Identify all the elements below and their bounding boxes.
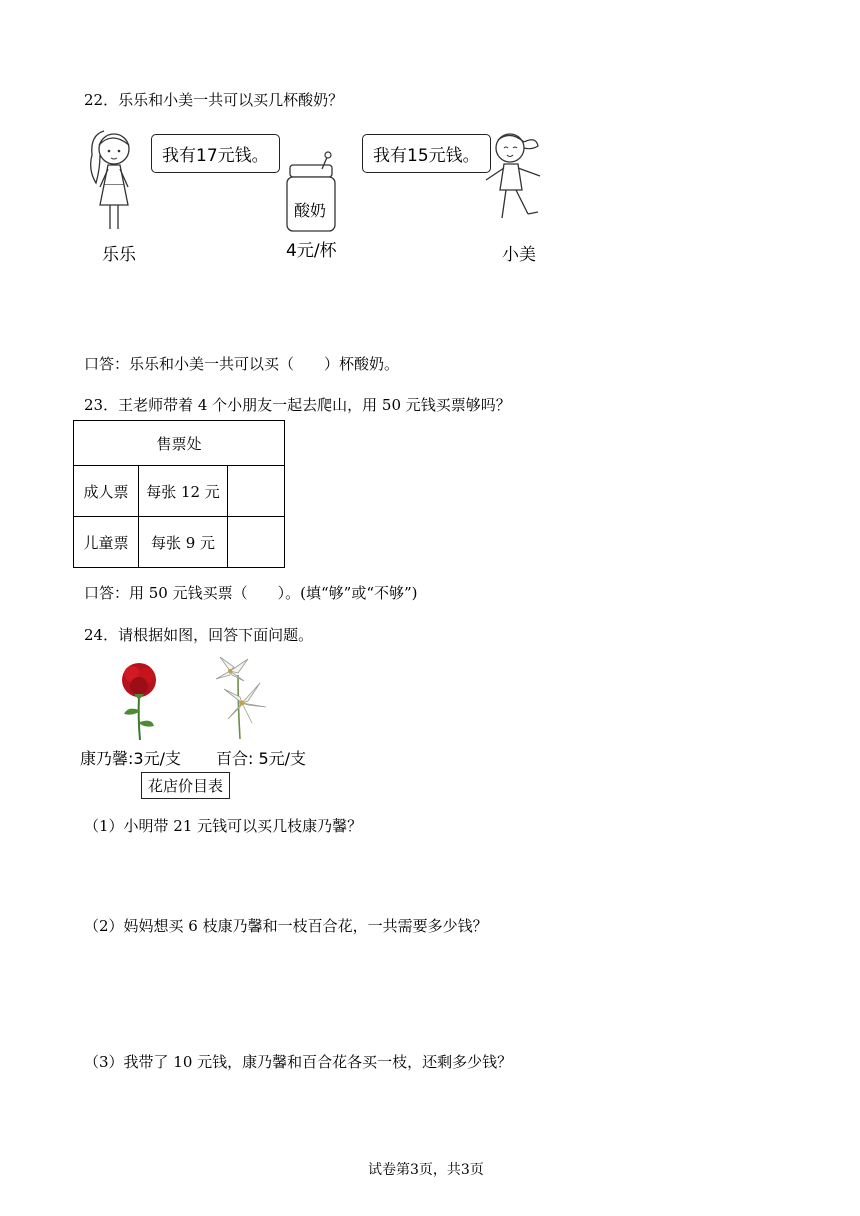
table-row [74,517,285,568]
q24-sub2: （2）妈妈想买 6 枝康乃馨和一枝百合花，一共需要多少钱？ [84,917,488,935]
q22-question: 22．乐乐和小美一共可以买几杯酸奶？ [84,91,344,109]
q24-question: 24．请根据如图，回答下面问题。 [84,626,314,644]
xiaomei-name-label: 小美 [502,245,536,265]
yogurt-price-label: 4元/杯 [286,241,337,261]
xiaomei-girl-illustration [480,128,546,228]
lele-speech-bubble: 我有17元钱。 [151,134,280,173]
yogurt-jar-illustration [284,155,338,235]
q23-answer: 口答：用 50 元钱买票（ ）。(填“够”或“不够”) [84,584,418,602]
lily-price-label: 百合: 5元/支 [216,749,307,768]
price-list-title-box: 花店价目表 [141,772,230,799]
empty-cell [228,517,285,568]
empty-cell [228,466,285,517]
xiaomei-speech-bubble: 我有15元钱。 [362,134,491,173]
lele-girl-illustration [82,125,142,237]
yogurt-jar-label: 酸奶 [294,201,327,220]
ticket-price-cell: 每张 9 元 [139,517,228,568]
lily-flower-image [208,655,272,741]
q24-sub1: （1）小明带 21 元钱可以买几枝康乃馨？ [84,817,363,835]
q23-question: 23．王老师带着 4 个小朋友一起去爬山，用 50 元钱买票够吗？ [84,396,511,414]
q24-sub3: （3）我带了 10 元钱，康乃馨和百合花各买一枝，还剩多少钱？ [84,1053,513,1071]
lele-name-label: 乐乐 [102,245,136,265]
q22-answer: 口答：乐乐和小美一共可以买（ ）杯酸奶。 [84,355,400,373]
carnation-price-label: 康乃馨:3元/支 [80,749,181,768]
carnation-flower-image [114,660,164,742]
ticket-price-cell: 每张 12 元 [139,466,228,517]
ticket-type-cell: 儿童票 [74,517,139,568]
ticket-price-table [73,420,285,568]
ticket-table-title: 售票处 [74,421,285,466]
ticket-type-cell: 成人票 [74,466,139,517]
page-footer: 试卷第3页，共3页 [368,1162,484,1178]
table-row [74,466,285,517]
